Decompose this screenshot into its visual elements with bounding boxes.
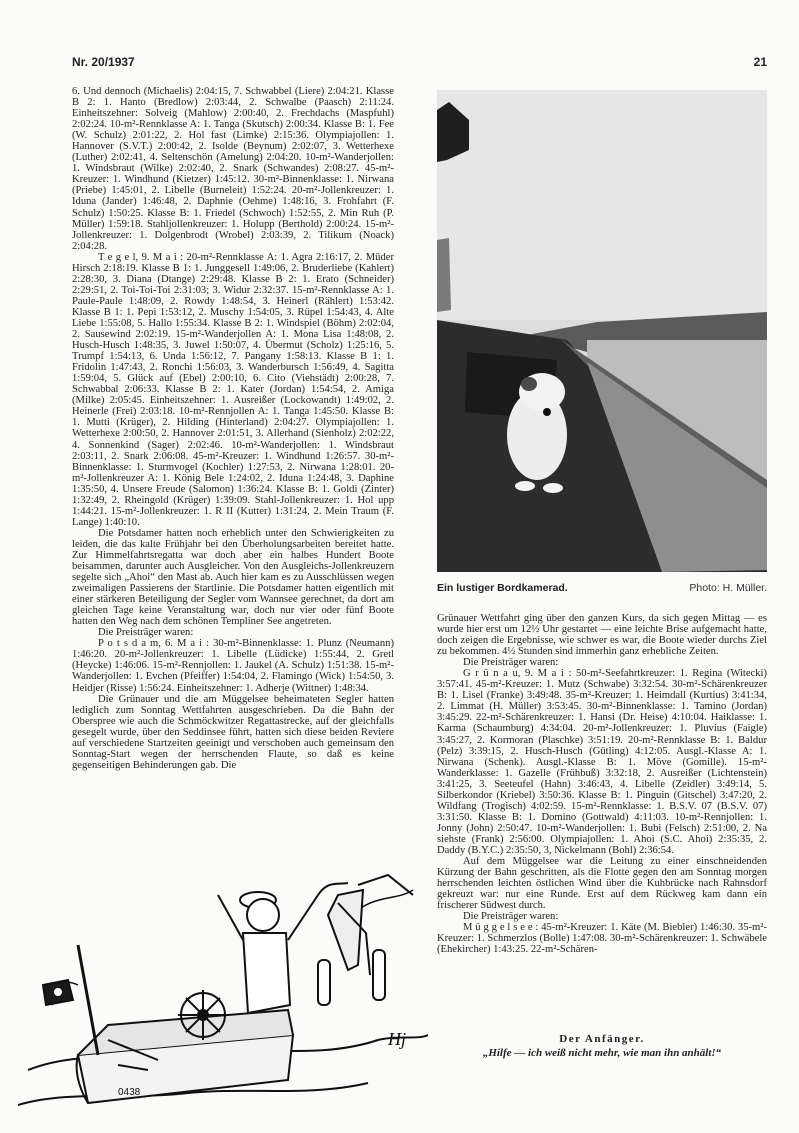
pier-icon [328,890,363,970]
page-number: 21 [753,55,767,69]
boat-number: 0438 [118,1087,141,1098]
beginner-cartoon [18,855,428,1125]
potsdam-report: Die Potsdamer hatten noch erheblich unter den Schwierigkeiten zu leiden, die das kalte Frühjahr bei den Überholungsarbeiten bereitet hatte. Zur Himmelfahrtsregatta war doch aber ein halbes Hundert Boote beisammen, darunter auch Ausgleicher. Von den Ausgleichs-Jollenkreuzern segelte sich „Ahoi“ den Mast ab. Auch hier kam es zu Ausschlüssen wegen zweimaligen Passierens der Startlinie. Die Potsdamer hatten eigentlich mit einer stärkeren Beteiligung der Segler vom Wannsee gerechnet, da dort am gleichen Tage keine Veranstaltung war, doch nur vier oder fünf Boote hatten den Weg nach dem schönen Templiner See angetreten. [72,527,394,628]
results-potsdam: P o t s d a m, 6. M a i : 30-m²-Binnenklasse: 1. Plunz (Neumann) 1:46:20. 20-m²-Jollenkreuzer: 1. Libelle (Lüdicke) 1:55:44, 2. Gretl (Heycke) 1:46:06. 15-m²-Rennjollen: 1. Jaukel (A. Schulz) 1:51:38. 15-m²-Wanderjollen: 1. Evchen (Pfeiffer) 1:54:04, 2. Flamingo (Wick) 1:54:50, 3. Heidjer (Risse) 1:56:24. Einheitszehner: 1. Adherje (Wittner) 1:48:34. [72,638,394,694]
artist-signature: Hj [388,1029,406,1049]
skipper-icon [247,899,279,931]
right-column [437,613,767,955]
cartoon-quote: „Hilfe — ich weiß nicht mehr, wie man ihn anhält!“ [482,1047,722,1059]
photo-caption [437,582,767,594]
results-mueggelsee: M ü g g e l s e e : 45-m²-Kreuzer: 1. Käte (M. Biebler) 1:46:30. 35-m²-Kreuzer: 1. Schmerzlos (Bolle) 1:47:08. 30-m²-Schärenkreuzer: 1. Schwäbele (Ehekircher) 1:43:25. 22-m²-Schären- [437,922,767,956]
winners-heading: Die Preisträger waren: [98,627,194,639]
issue-number: Nr. 20/1937 [72,55,135,69]
mueggelsee-report: Auf dem Müggelsee war die Leitung zu einer einschneidenden Kürzung der Bahn geschritten, als die Flotte gegen den am Sonntag morgen herrschenden leichten östlichen Wind über die Kuhbrücke nach Rahnsdorf gekreuzt war: nur eine Runde. Erst auf dem Rückweg kam dann ein frischerer Südwest durch. [437,856,767,912]
photo-credit: Photo: H. Müller. [689,582,767,594]
cartoon-title: Der Anfänger. [559,1033,645,1045]
cartoon-caption [437,1033,767,1059]
winners-heading: Die Preisträger waren: [463,911,559,923]
caption-title: Ein lustiger Bordkamerad. [437,582,568,594]
left-column [72,86,394,771]
results-gruenau: G r ü n a u, 9. M a i : 50-m²-Seefahrtkreuzer: 1. Regina (Witecki) 3:57:41. 45-m²-Kreuzer: 1. Mutz (Schwabe) 3:32:54. 30-m²-Schärenkreuzer B: 1. Lisel (Franke) 3:49:48. 35-m²-Kreuzer: 1. Heimdall (Kurtius) 3:41:34, 2. Limmat (H. Müller) 3:53:45. 30-m²-Binnenklasse: 1. Tamino (Jordan) 3:45:29. 22-m²-Schärenkreuzer: 1. Hansi (Dr. Heise) 4:10:04. Haiklasse: 1. Karma (Schaumburg) 4:34:04. 20-m²-Jollenkreuzer: 1. Pluvius (Faigle) 3:45:27, 2. Kormoran (Plaschke) 3:51:19. 20-m²-Rennklasse B: 1. Baldur (Pelz) 3:39:15, 2. Husch-Husch (Gütling) 4:12:05. Ausgl.-Klasse A: 1. Nirwana (Schenk). Ausgl.-Klasse B: 1. Möve (Gomille). 15-m²-Wanderklasse: 1. Gazelle (Frühbuß) 3:32:18, 2. Ausreißer (Lichtenstein) 3:41:25, 3. Seeteufel (Hahn) 3:46:43, 4. Libelle (Zeidler) 3:49:14, 5. Silberkondor (Kriebel) 3:50:36. Klasse B: 1. Pinguin (Gitschel) 3:47:20, 2. Wildfang (Trogisch) 4:02:59. 15-m²-Rennklasse: 1. B.S.V. 07 (B.S.V. 07) 3:31:50. Klasse B: 1. Domino (Gottwald) 4:11:03. 10-m²-Rennjollen: 1. Jonny (John) 2:50:47. 10-m²-Wanderjollen: 1. Bubi (Felsch) 2:51:00, 2. Na siehste (Frank) 2:56:00. Olympiajollen: 1. Ahoi (S.C. Ahoi) 2:35:35, 2. Daddy (B.Y.C.) 2:35:50, 3, Nickelmann (Bohl) 2:36:54. [437,668,767,856]
gruenau-report-continued: Grünauer Wettfahrt ging über den ganzen Kurs, da sich gegen Mittag — es wurde hier erst um 12½ Uhr gestartet — eine leichte Brise aufgemacht hatte, doch zeigen die Ergebnisse, wie schwer es war, die Boote wieder durchs Ziel zu bekommen. 4½ Stunden sind immerhin ganz erhebliche Zeiten. [437,613,767,658]
gruenau-report: Die Grünauer und die am Müggelsee beheimateten Segler hatten lediglich zum Sonntag Wettfahrten ausgeschrieben. Da die Bahn der Oberspree wie auch die Schmöckwitzer Regattastrecke, auf der gleichfalls gesegelt wurde, über den Seddinsee führt, hatten sich diese beiden Reviere auf verschiedene Startzeiten geeinigt und verschoben auch gemeinsam den Sonntag-Start wegen der herrschenden Flaute, so daß es keine gegenseitigen Behinderungen gab. Die [72,693,394,771]
dog-on-boat-photo [437,90,767,572]
swimmer-icon [358,875,413,895]
results-paragraph: 6. Und dennoch (Michaelis) 2:04:15, 7. Schwabbel (Liere) 2:04:21. Klasse B 2: 1. Hanto (Bredlow) 2:03:44, 2. Schwalbe (Paasch) 2:11:24. Einheitszehner: Solveig (Mahlow) 2:00:40, 2. Frechdachs (Maspfuhl) 2:02:24. 10-m²-Rennklasse A: 1. Tanga (Skutsch) 2:00:34. Klasse B: 1. Fee (W. Schulz) 2:01:22, 2. Hol fast (Limke) 2:15:36. Olympiajollen: 1. Hannover (S.V.T.) 2:00:42, 2. Isolde (Beynum) 2:02:07, 3. Wetterhexe (Luther) 2:02:41, 4. Seltenschön (Amelung) 2:04:20. 10-m²-Wanderjollen: 1. Windsbraut (Wilke) 2:02:40, 2. Snark (Schwandes) 2:08:27. 45-m²-Kreuzer: 1. Windhund (Kietzer) 1:45:12. 30-m²-Binnenklasse: 1. Nirwana (Priebe) 1:45:01, 2. Libelle (Burneleit) 1:52:24. 20-m²-Jollenkreuzer: 1. Iduna (Jander) 1:46:48, 2. Daphnie (Oehme) 1:48:16, 3. Frohfahrt (F. Schulz) 1:50:25. Klasse B: 1. Friedel (Schwoch) 1:52:55, 2. Min Ruh (P. Müller) 1:59:18. Stahljollenkreuzer: 1. Holupp (Berthold) 2:00:24. 15-m²-Jollenkreuzer: 1. Dolgenbrodt (Wrobel) 2:03:39, 2. Tilikum (Noack) 2:04:28. [72,86,394,252]
results-tegel: T e g e l, 9. M a i : 20-m²-Rennklasse A: 1. Agra 2:16:17, 2. Müder Hirsch 2:18:19. Klasse B 1: 1. Junggesell 1:49:06, 2. Bruderliebe (Kahlert) 2:28:30, 3. Diana (Dtange) 2:29:48. Klasse B 2: 1. Erato (Schneider) 2:29:51, 2. Toi-Toi-Toi 2:31:03; 3. Widur 2:32:37. 15-m²-Rennklasse A: 1. Paule-Paule 1:48:09, 2. Rowdy 1:48:54, 3. Heinerl (Rählert) 1:53:42. Klasse B 1: 1. Pepi 1:53:12, 2. Muschy 1:54:05, 3. Rüpel 1:54:43, 4. Alte Liebe 1:55:08, 5. Hallo 1:55:34. Klasse B 2: 1. Windspiel (Böhm) 2:02:04, 2. Sausewind 2:02:19. 15-m²-Wanderjollen A: 1. Mona Lisa 1:48:08, 2. Husch-Husch 1:48:35, 3. Juwel 1:50:07, 4. Übermut (Scholz) 1:25:16, 5. Trumpf 1:54:13, 6. Unda 1:56:12, 7. Pangany 1:58:13. Klasse B 1: 1. Fridolin 1:47:43, 2. Ronchi 1:56:03, 3. Wanderbursch 1:56:49, 4. Sagitta 1:59:04, 5. Glück auf (Ebel) 2:00:10, 6. Cito (Viehstädt) 2:00:28, 7. Schwabbal 2:06:33. Klasse B 2: 1. Kater (Jordan) 1:54:54, 2. Amiga (Milke) 2:05:45. Einheitszehner: 1. Ausreißer (Lockowandt) 1:49:02, 2. Heinerle (Frei) 2:03:18. 10-m²-Rennjollen A: 1. Tanga 1:45:50. Klasse B: 1. Mutti (Krüger), 2. Hilding (Hinterland) 2:04:27. Olympiajollen: 1. Wetterhexe 2:00:50, 2. Hannover 2:01:51, 3. Allerhand (Sienholz) 2:02:22, 4. Sonnenkind (Sager) 2:02:46. 10-m²-Wanderjollen: 1. Windsbraut 2:03:11, 2. Snark 2:06:08. 45-m²-Kreuzer: 1. Windhund 1:26:57. 30-m²-Binnenklasse: 1. Sturmvogel (Kochler) 1:27:53, 2. Nirwana 1:28:01. 20-m²-Jollenkreuzer A: 1. König Bele 1:24:02, 2. Iduna 1:24:48, 3. Daphine 1:35:50, 4. Unsere Freude (Salomon) 1:36:24. Klasse B: 1. Goldi (Zinter) 1:32:49, 2. Rheingold (Krüger) 1:39:09. Stahl-Jollenkreuzer: 1. Hol upp 1:44:21. 15-m²-Jollenkreuzer: 1. R II (Kutter) 1:31:24, 2. Mein Traum (F. Lange) 1:40:10. [72,251,394,528]
winners-heading: Die Preisträger waren: [463,657,559,669]
